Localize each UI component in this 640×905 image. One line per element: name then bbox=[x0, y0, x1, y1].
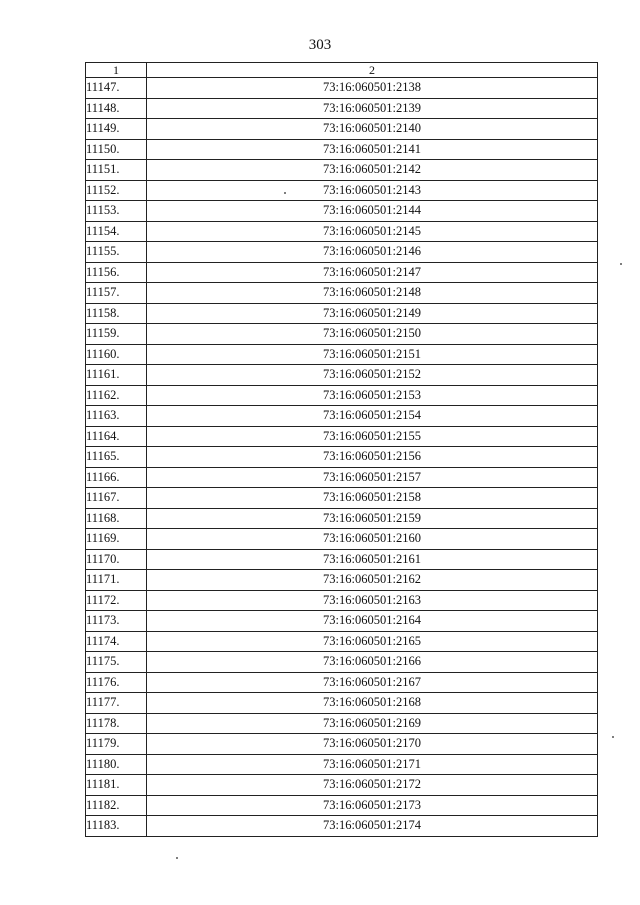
table-row bbox=[86, 119, 598, 140]
cadastral-number: 73:16:060501:2161 bbox=[147, 549, 598, 570]
table-row bbox=[86, 734, 598, 755]
row-number: 11167. bbox=[86, 488, 147, 509]
cadastral-number: 73:16:060501:2152 bbox=[147, 365, 598, 386]
row-number: 11149. bbox=[86, 119, 147, 140]
scan-speck bbox=[284, 192, 286, 194]
row-number: 11162. bbox=[86, 385, 147, 406]
row-number: 11164. bbox=[86, 426, 147, 447]
table-row bbox=[86, 631, 598, 652]
table-row bbox=[86, 488, 598, 509]
table-row bbox=[86, 365, 598, 386]
row-number: 11151. bbox=[86, 160, 147, 181]
row-number: 11163. bbox=[86, 406, 147, 427]
cadastral-number: 73:16:060501:2158 bbox=[147, 488, 598, 509]
row-number: 11154. bbox=[86, 221, 147, 242]
column-header-1: 1 bbox=[86, 63, 147, 78]
cadastral-number: 73:16:060501:2163 bbox=[147, 590, 598, 611]
table-row bbox=[86, 139, 598, 160]
cadastral-number: 73:16:060501:2145 bbox=[147, 221, 598, 242]
row-number: 11150. bbox=[86, 139, 147, 160]
row-number: 11153. bbox=[86, 201, 147, 222]
scan-speck bbox=[176, 857, 178, 859]
table-row bbox=[86, 447, 598, 468]
row-number: 11160. bbox=[86, 344, 147, 365]
cadastral-number: 73:16:060501:2143 bbox=[147, 180, 598, 201]
cadastral-number: 73:16:060501:2171 bbox=[147, 754, 598, 775]
table-row bbox=[86, 775, 598, 796]
row-number: 11152. bbox=[86, 180, 147, 201]
cadastral-number: 73:16:060501:2168 bbox=[147, 693, 598, 714]
column-header-2: 2 bbox=[147, 63, 598, 78]
table-row bbox=[86, 426, 598, 447]
cadastral-number: 73:16:060501:2162 bbox=[147, 570, 598, 591]
row-number: 11161. bbox=[86, 365, 147, 386]
cadastral-number: 73:16:060501:2173 bbox=[147, 795, 598, 816]
table-row bbox=[86, 467, 598, 488]
table-row bbox=[86, 508, 598, 529]
row-number: 11173. bbox=[86, 611, 147, 632]
table-row bbox=[86, 98, 598, 119]
row-number: 11172. bbox=[86, 590, 147, 611]
cadastral-number: 73:16:060501:2172 bbox=[147, 775, 598, 796]
cadastral-number: 73:16:060501:2138 bbox=[147, 78, 598, 99]
scan-speck bbox=[620, 263, 622, 265]
cadastral-number: 73:16:060501:2164 bbox=[147, 611, 598, 632]
row-number: 11148. bbox=[86, 98, 147, 119]
row-number: 11158. bbox=[86, 303, 147, 324]
table-row bbox=[86, 529, 598, 550]
cadastral-number: 73:16:060501:2166 bbox=[147, 652, 598, 673]
table-row bbox=[86, 160, 598, 181]
table-row bbox=[86, 611, 598, 632]
scan-speck bbox=[612, 736, 614, 738]
cadastral-number: 73:16:060501:2160 bbox=[147, 529, 598, 550]
row-number: 11176. bbox=[86, 672, 147, 693]
cadastral-table bbox=[85, 62, 598, 837]
row-number: 11174. bbox=[86, 631, 147, 652]
row-number: 11166. bbox=[86, 467, 147, 488]
cadastral-number: 73:16:060501:2142 bbox=[147, 160, 598, 181]
table-row bbox=[86, 406, 598, 427]
cadastral-number: 73:16:060501:2146 bbox=[147, 242, 598, 263]
table-row bbox=[86, 672, 598, 693]
table-row bbox=[86, 549, 598, 570]
cadastral-number: 73:16:060501:2153 bbox=[147, 385, 598, 406]
table-row bbox=[86, 262, 598, 283]
row-number: 11181. bbox=[86, 775, 147, 796]
table-row bbox=[86, 242, 598, 263]
table-row bbox=[86, 180, 598, 201]
row-number: 11157. bbox=[86, 283, 147, 304]
table-row bbox=[86, 201, 598, 222]
cadastral-number: 73:16:060501:2157 bbox=[147, 467, 598, 488]
cadastral-number: 73:16:060501:2155 bbox=[147, 426, 598, 447]
row-number: 11169. bbox=[86, 529, 147, 550]
cadastral-number: 73:16:060501:2154 bbox=[147, 406, 598, 427]
row-number: 11147. bbox=[86, 78, 147, 99]
row-number: 11180. bbox=[86, 754, 147, 775]
table-row bbox=[86, 78, 598, 99]
table-row bbox=[86, 652, 598, 673]
row-number: 11179. bbox=[86, 734, 147, 755]
cadastral-number: 73:16:060501:2165 bbox=[147, 631, 598, 652]
table-row bbox=[86, 221, 598, 242]
row-number: 11156. bbox=[86, 262, 147, 283]
row-number: 11182. bbox=[86, 795, 147, 816]
table-row bbox=[86, 283, 598, 304]
table-row bbox=[86, 303, 598, 324]
row-number: 11171. bbox=[86, 570, 147, 591]
table-row bbox=[86, 590, 598, 611]
cadastral-number: 73:16:060501:2144 bbox=[147, 201, 598, 222]
row-number: 11170. bbox=[86, 549, 147, 570]
table-row bbox=[86, 754, 598, 775]
cadastral-number: 73:16:060501:2169 bbox=[147, 713, 598, 734]
row-number: 11165. bbox=[86, 447, 147, 468]
table-row bbox=[86, 324, 598, 345]
cadastral-number: 73:16:060501:2148 bbox=[147, 283, 598, 304]
table-row bbox=[86, 693, 598, 714]
table-body bbox=[86, 78, 598, 837]
cadastral-number: 73:16:060501:2147 bbox=[147, 262, 598, 283]
cadastral-number: 73:16:060501:2170 bbox=[147, 734, 598, 755]
table-header-row bbox=[86, 63, 598, 78]
cadastral-number: 73:16:060501:2174 bbox=[147, 816, 598, 837]
cadastral-number: 73:16:060501:2151 bbox=[147, 344, 598, 365]
table-row bbox=[86, 344, 598, 365]
cadastral-number: 73:16:060501:2167 bbox=[147, 672, 598, 693]
table-row bbox=[86, 570, 598, 591]
row-number: 11183. bbox=[86, 816, 147, 837]
row-number: 11175. bbox=[86, 652, 147, 673]
cadastral-number: 73:16:060501:2150 bbox=[147, 324, 598, 345]
table-row bbox=[86, 385, 598, 406]
row-number: 11168. bbox=[86, 508, 147, 529]
cadastral-number: 73:16:060501:2156 bbox=[147, 447, 598, 468]
page-number: 303 bbox=[308, 37, 332, 53]
row-number: 11177. bbox=[86, 693, 147, 714]
cadastral-number: 73:16:060501:2141 bbox=[147, 139, 598, 160]
cadastral-number: 73:16:060501:2159 bbox=[147, 508, 598, 529]
cadastral-number: 73:16:060501:2140 bbox=[147, 119, 598, 140]
cadastral-number: 73:16:060501:2149 bbox=[147, 303, 598, 324]
row-number: 11178. bbox=[86, 713, 147, 734]
table-row bbox=[86, 795, 598, 816]
table-row bbox=[86, 816, 598, 837]
cadastral-number: 73:16:060501:2139 bbox=[147, 98, 598, 119]
row-number: 11155. bbox=[86, 242, 147, 263]
row-number: 11159. bbox=[86, 324, 147, 345]
table-row bbox=[86, 713, 598, 734]
